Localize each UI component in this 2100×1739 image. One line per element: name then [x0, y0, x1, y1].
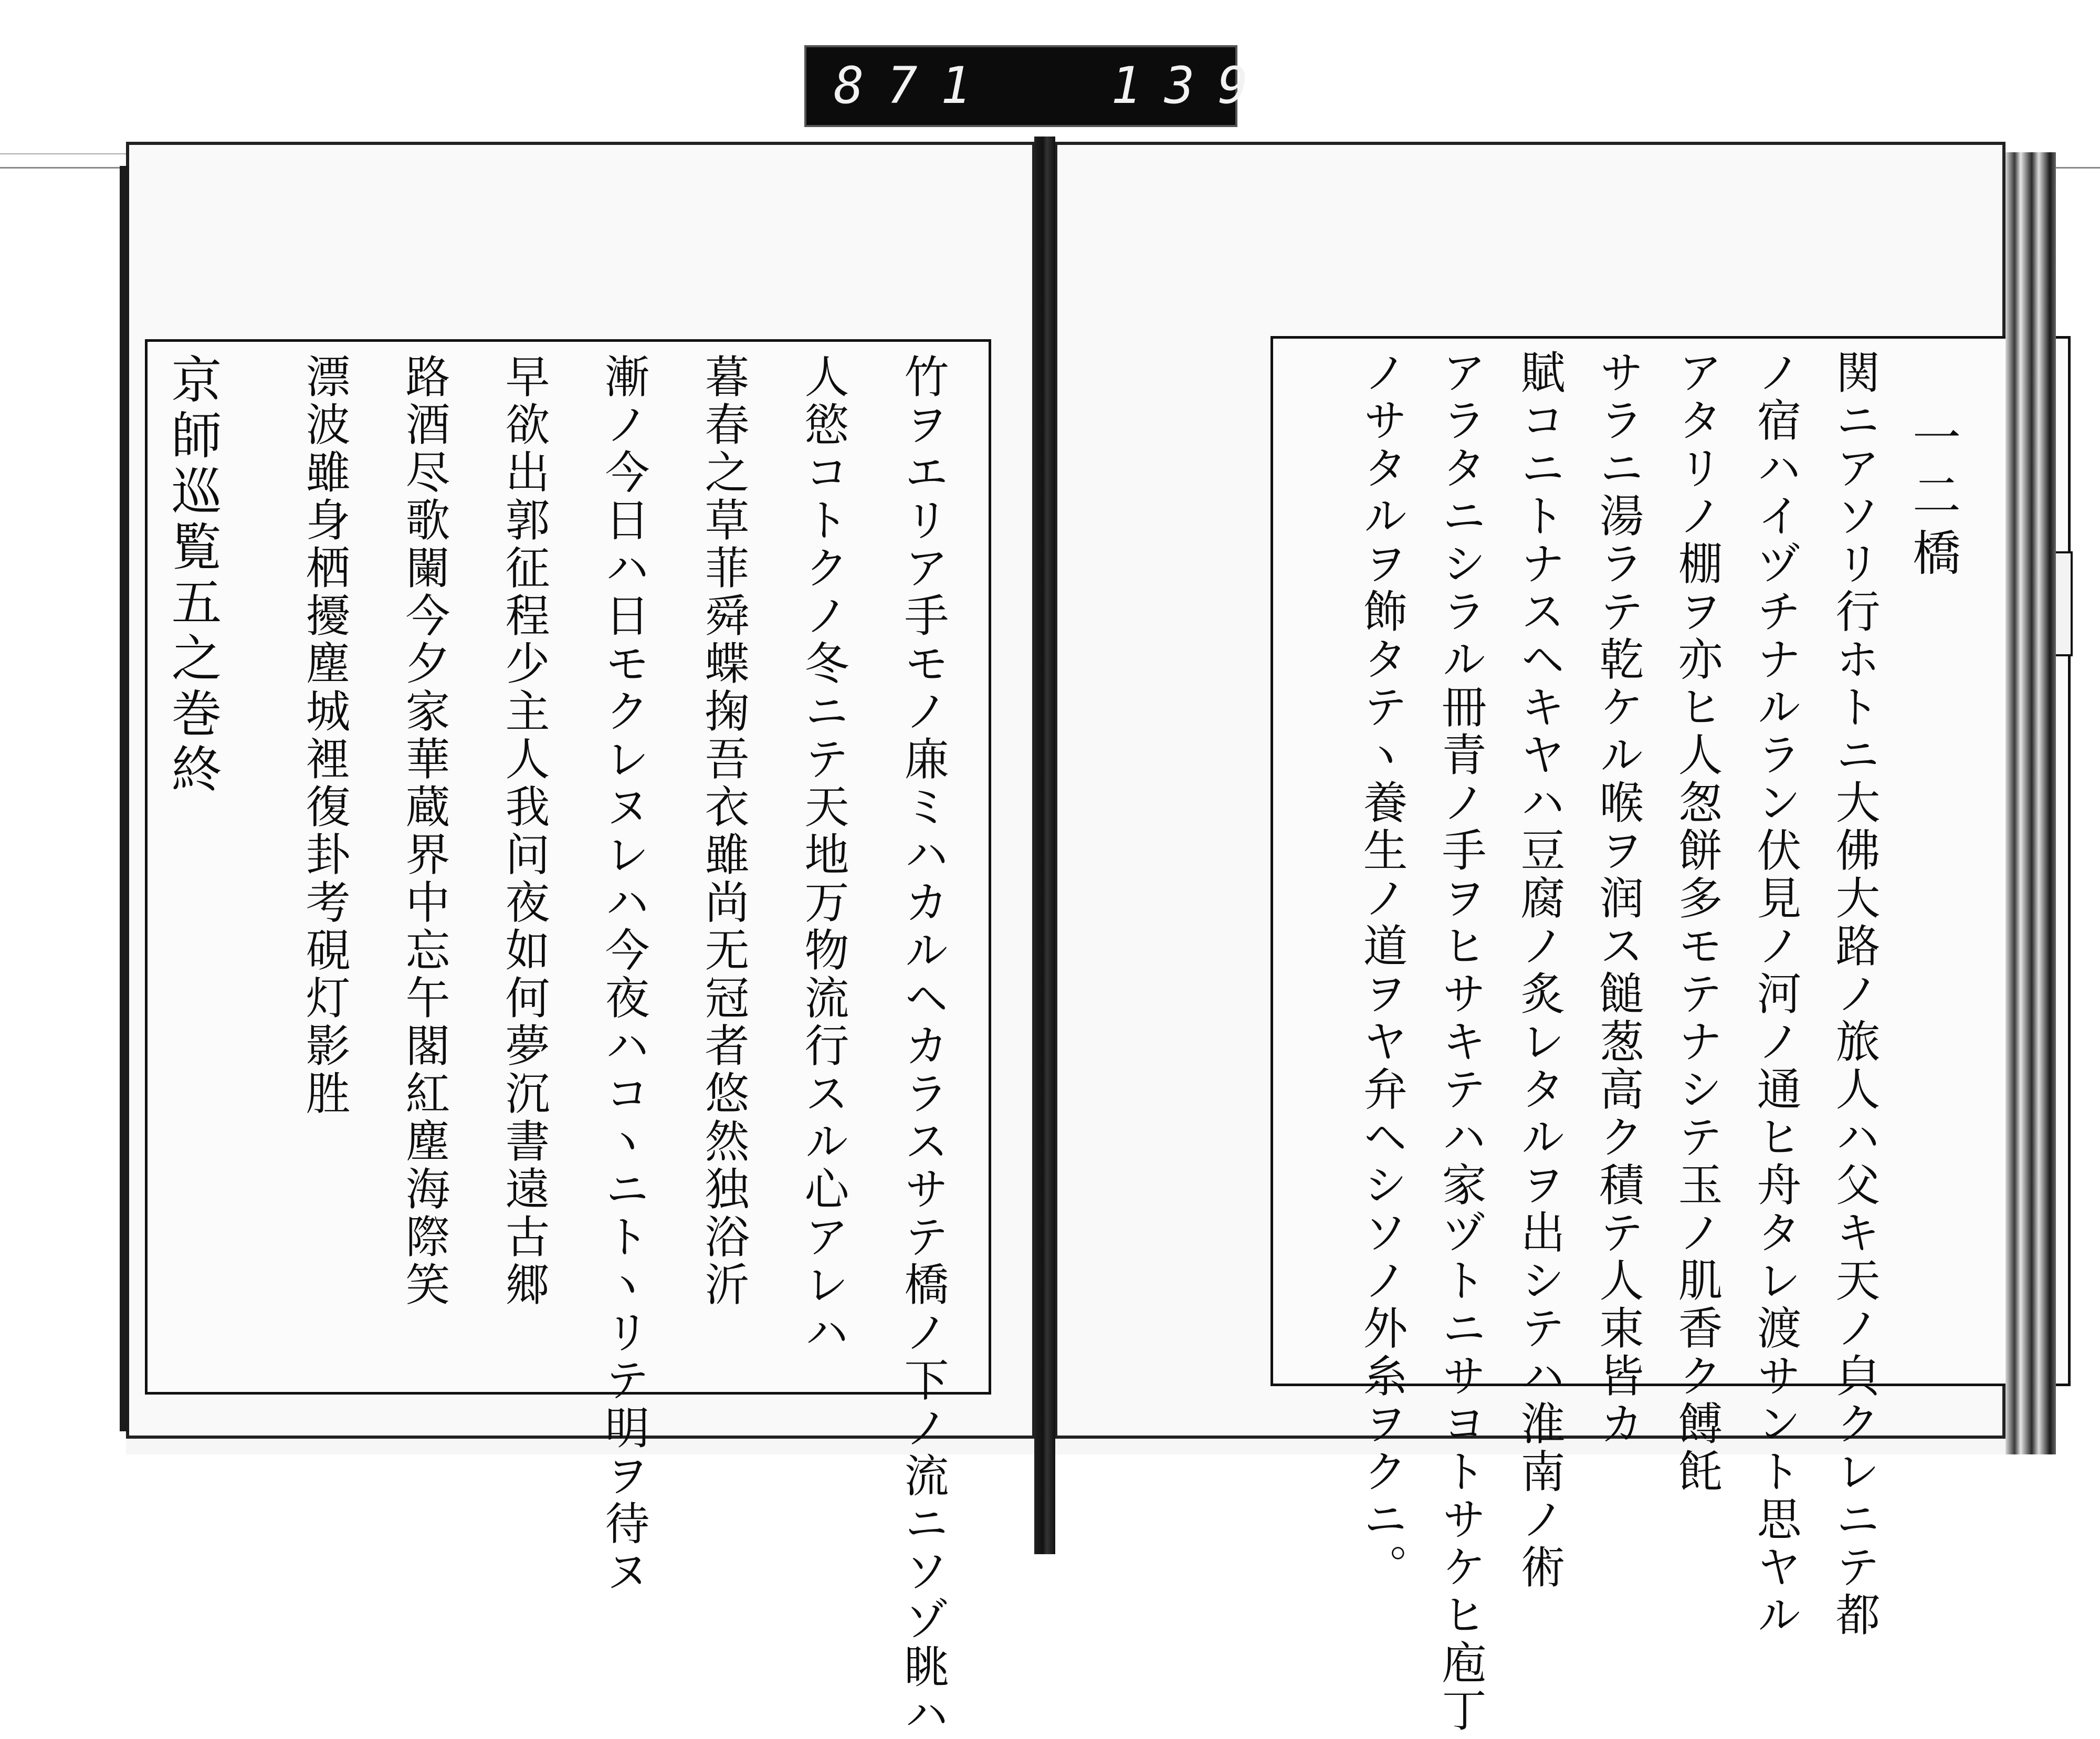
text-column: 漸ノ今日ハ日モクレヌレハ今夜ハコヽニトヽリテ明ヲ待ヌ	[597, 353, 649, 1596]
text-column: 路酒尽歌闌今夕家華蔵界中忘午閣紅塵海際笑	[398, 353, 450, 1309]
catalog-number-left: 871	[834, 56, 994, 115]
catalog-number-right: 139	[1111, 56, 1272, 115]
left-text-frame	[145, 339, 991, 1739]
text-column: アタリノ棚ヲ亦ヒ人怱餅多モテナシテ玉ノ肌香ク餺飥	[1671, 349, 1723, 1496]
text-column: 関ニアソリ行ホトニ大佛大路ノ旅人ハ父キ天ノ㒵クレニテ都	[1828, 349, 1880, 1639]
text-column: ノサタルヲ飾タテヽ養生ノ道ヲヤ弁ヘシソノ外糸ヲクニ。	[1356, 349, 1408, 1591]
right-text-frame	[1270, 336, 2071, 1735]
text-column: 漂波雖身栖擾塵城裡復卦考硯灯影胜	[298, 353, 350, 1118]
open-book	[126, 142, 2006, 1739]
text-column: 人慾コトクノ冬ニテ天地万物流行スル心アレハ	[797, 353, 849, 1357]
text-column: 早欲出郭征程少主人我问夜如何夢沉書遠古郷	[498, 353, 550, 1309]
text-column: ノ宿ハイヅチナルラン伏見ノ河ノ通ヒ舟タレ渡サント思ヤル	[1749, 349, 1801, 1639]
text-column: アラタニシラル冊青ノ手ヲヒサキテハ家ヅトニサヨトサケヒ庖丁	[1434, 349, 1486, 1735]
left-page-edge	[120, 166, 129, 1431]
catalog-label	[804, 45, 1272, 127]
text-column: 竹ヲエリア手モノ𢈘ミハカルヘカラスサテ橋ノ下ノ流ニソゾ眺ハ	[897, 353, 949, 1739]
text-column: サラニ湯ラテ乾ケル喉ヲ润ス䭔葱高ク積テ人束皆カ	[1592, 349, 1644, 1448]
left-page	[126, 142, 1034, 1739]
text-column: 暮春之草菲舜蝶掬吾衣雖尚无冠者悠然独浴沂	[697, 353, 749, 1309]
text-column: 賦コニトナスヘキヤハ豆腐ノ炙レタルヲ出シテハ淮南ノ術	[1513, 349, 1565, 1591]
scan-edge-line-short	[0, 153, 136, 154]
right-page-edge	[2006, 152, 2056, 1454]
book-gutter	[1034, 137, 1055, 1554]
colophon: 京師巡覧五之巻終	[163, 353, 222, 799]
section-heading: 一二橋	[1905, 412, 1961, 585]
